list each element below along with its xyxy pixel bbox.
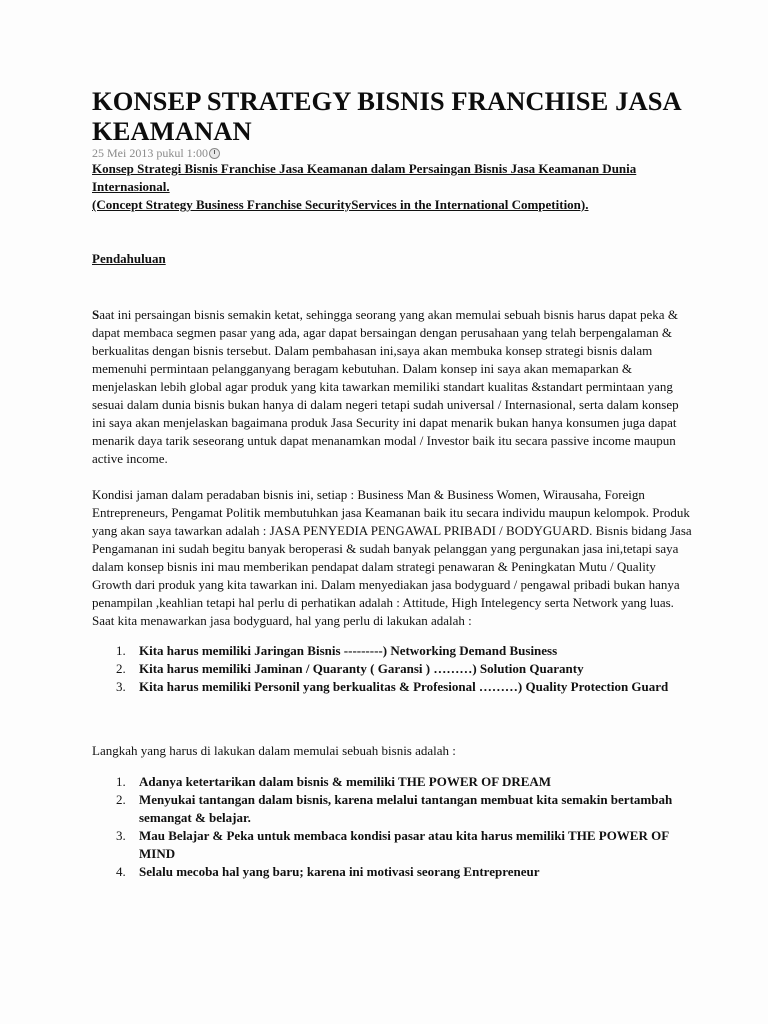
list-item xyxy=(92,863,692,881)
paragraph-introduction xyxy=(92,306,692,468)
post-date xyxy=(92,146,692,160)
paragraph-conditions: Kondisi jaman dalam peradaban bisnis ini, setiap : Business Man & Business Women, Wirausaha, Foreign Entrepreneurs, Pengamat Politik membutuhkan jasa Keamanan baik itu secara individu maupun kelompok. Produk yang akan saya tawarkan adalah : JASA PENYEDIA PENGAWAL PRIBADI / BODYGUARD. Bisnis bidang Jasa Pengamanan ini sudah begitu banyak beroperasi & sudah banyak pelanggan yang pergunakan jasa ini,tetapi saya dalam konsep bisnis ini mau memberikan pendapat dalam strategi penawaran & Peningkatan Mutu / Quality Growth dari produk yang kita tawarkan ini. Dalam menyediakan jasa bodyguard / pengawal pribadi bukan hanya penampilan ,keahlian tetapi hal perlu di perhatikan adalah : Attitude, High Intelegency serta Network yang luas. xyxy=(92,487,692,610)
list-item-text: Kita harus memiliki Jaringan Bisnis ---------) Networking Demand Business xyxy=(139,643,558,658)
page-title: KONSEP STRATEGY BISNIS FRANCHISE JASA KEAMANAN xyxy=(92,86,681,146)
list-item xyxy=(92,773,692,791)
list-item xyxy=(92,678,692,696)
paragraph-offer-intro: Saat kita menawarkan jasa bodyguard, hal yang perlu di lakukan adalah : xyxy=(92,613,472,628)
list-item-text: Mau Belajar & Peka untuk membaca kondisi pasar atau kita harus memiliki THE POWER OF MIND xyxy=(139,828,669,861)
list-item-text: Adanya ketertarikan dalam bisnis & memiliki THE POWER OF DREAM xyxy=(139,774,552,789)
list-number: 2. xyxy=(116,661,126,676)
list-item-text: Menyukai tantangan dalam bisnis, karena melalui tantangan membuat kita semakin bertambah semangat & belajar. xyxy=(139,792,673,825)
list-number: 2. xyxy=(116,792,126,807)
list-item xyxy=(92,791,692,827)
article xyxy=(92,86,692,881)
clock-icon xyxy=(209,148,220,159)
drop-letter: S xyxy=(92,307,100,322)
subtitle-indonesian: Konsep Strategi Bisnis Franchise Jasa Keamanan dalam Persaingan Bisnis Jasa Keamanan Dunia Internasional. xyxy=(92,161,637,194)
date-text: 25 Mei 2013 pukul 1:00 xyxy=(92,146,208,160)
list-item-text: Kita harus memiliki Jaminan / Quaranty ( Garansi ) ………) Solution Quaranty xyxy=(139,661,584,676)
list-item-text: Selalu mecoba hal yang baru; karena ini motivasi seorang Entrepreneur xyxy=(139,864,540,879)
list-number: 1. xyxy=(116,774,126,789)
list-number: 3. xyxy=(116,679,126,694)
steps-list xyxy=(92,773,692,881)
subtitle-english: (Concept Strategy Business Franchise SecurityServices in the International Competition). xyxy=(92,197,589,212)
requirements-list xyxy=(92,642,692,696)
paragraph-introduction-text: aat ini persaingan bisnis semakin ketat, sehingga seorang yang akan memulai sebuah bisnis harus dapat peka & dapat membaca segmen pasar yang ada, agar dapat bersaingan dengan perusahaan yang telah berpengalaman & berkualitas dengan bisnis tersebut. Dalam pembahasan ini,saya akan membuka konsep strategi bisnis dalam memenuhi permintaan pelangganyang beragam kebutuhan. Dalam konsep ini saya akan memaparkan & menjelaskan lebih global agar produk yang kita tawarkan memiliki standart kualitas &standart permintaan yang sesuai dalam dunia bisnis bukan hanya di dalam negeri tetapi sudah universal / Internasional, serta dalam konsep ini saya akan menjelaskan bagaimana produk Jasa Security ini dapat menarik bukan hanya konsumen juga dapat menarik daya tarik seseorang untuk dapat menanamkan modal / Investor baik itu secara passive income maupun active income. xyxy=(92,307,679,466)
list-item xyxy=(92,827,692,863)
section-heading: Pendahuluan xyxy=(92,251,166,266)
list-item xyxy=(92,642,692,660)
list-item xyxy=(92,660,692,678)
paragraph-steps-intro: Langkah yang harus di lakukan dalam memulai sebuah bisnis adalah : xyxy=(92,743,456,758)
list-item-text: Kita harus memiliki Personil yang berkualitas & Profesional ………) Quality Protection Guard xyxy=(139,679,669,694)
list-number: 4. xyxy=(116,864,126,879)
list-number: 1. xyxy=(116,643,126,658)
list-number: 3. xyxy=(116,828,126,843)
